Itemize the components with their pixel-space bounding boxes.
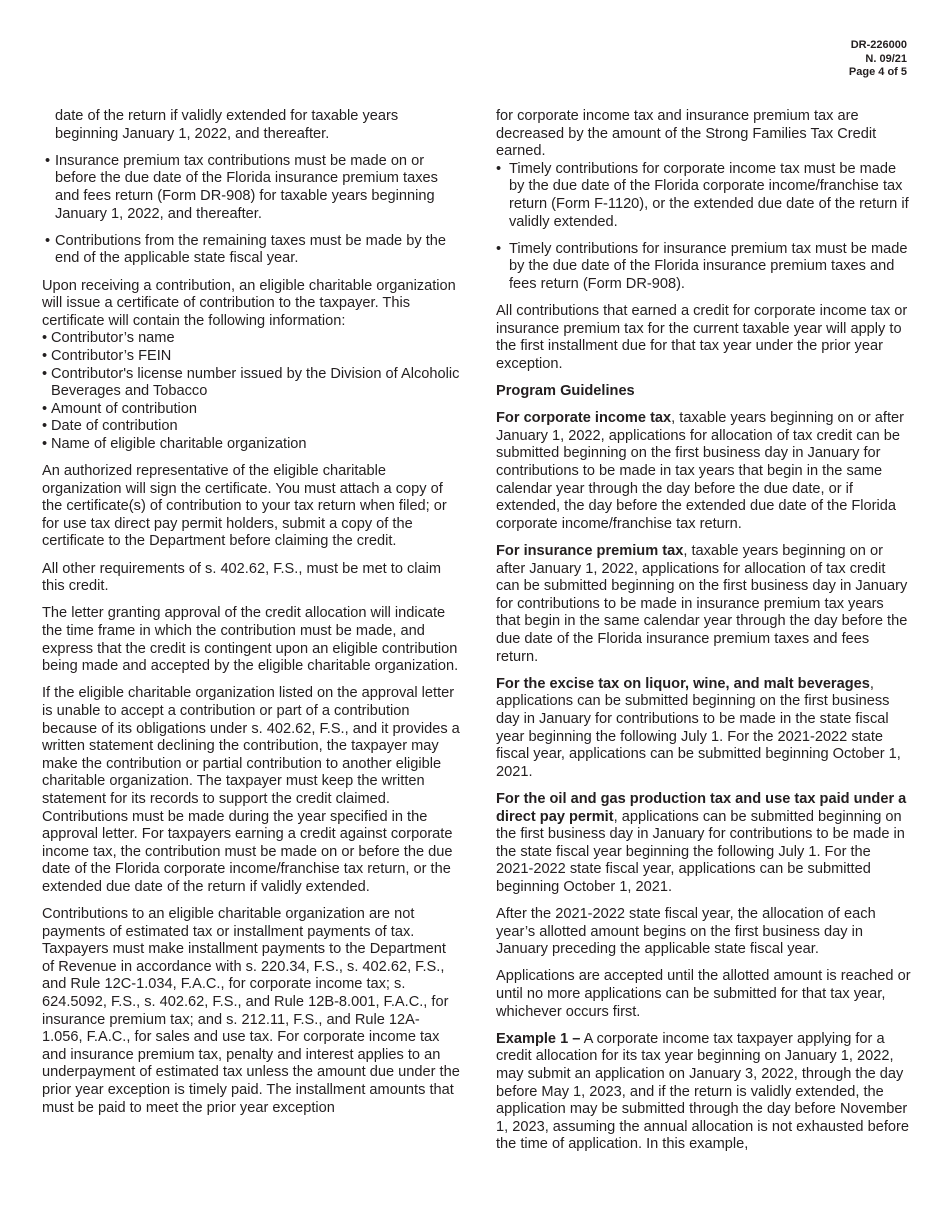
- paragraph-estimated-tax: Contributions to an eligible charitable organization are not payments of estimated tax or installment payments of tax. Taxpayers must make installment payments to the Department of Revenue in accordance with s. 220.34, F.S., s. 402.62, F.S., and Rule 12C-1.034, F.A.C., for corporate income tax; s. 624.5092, F.S., s. 402.62, F.S., and Rule 12B-8.001, F.A.C., for insurance premium tax; and s. 212.11, F.S., and Rule 12A-1.056, F.A.C., for sales and use tax. For corporate income tax and insurance premium tax, penalty and interest applies to an underpayment of estimated tax unless the amount due under the prior year exception is timely paid. The installment amounts that must be paid to meet the prior year exception: [42, 906, 460, 1116]
- paragraph-text: , taxable years beginning on or after January 1, 2022, applications for allocation of tax credit can be submitted beginning on the first business day in January for contributions to be made in insurance premium tax years that begin in the same calendar year through the day before the due date of the Florida insurance premium taxes and fees return.: [496, 543, 908, 665]
- continued-paragraph: for corporate income tax and insurance premium tax are decreased by the amount of the Strong Families Tax Credit earned.: [496, 108, 877, 160]
- paragraph-certificate: Upon receiving a contribution, an eligible charitable organization will issue a certificate of contribution to the taxpayer. This certificate will contain the following information:: [42, 277, 456, 329]
- right-column: [496, 108, 912, 1164]
- continued-bullet-text: date of the return if validly extended for taxable years beginning January 1, 2022, and thereafter.: [55, 108, 399, 142]
- paragraph-text: , applications can be submitted beginning on the first business day in January for contributions to be made in the state fiscal year beginning the following July 1. For the 2021-2022 state fiscal year, applications can be submitted beginning October 1, 2021.: [496, 675, 901, 780]
- list-item: • Amount of contribution: [42, 401, 460, 419]
- paragraph-text: , taxable years beginning on or after January 1, 2022, applications for allocation of tax credit can be submitted beginning on the first business day in January for contributions to be made in tax years that begin in the same calendar year through the day before the due date, or if extended, the day before the extended due date of the Florida corporate income/franchise tax return.: [496, 410, 905, 532]
- bullet-insurance-contributions: • Insurance premium tax contributions must be made on or before the due date of the Florida insurance premium taxes and fees return (Form DR-908) for taxable years beginning January 1, 2022, and thereafter.: [42, 153, 460, 223]
- bold-lead: For insurance premium tax: [496, 543, 684, 560]
- paragraph-insurance-premium-tax: [496, 543, 912, 666]
- page-number: Page 4 of 5: [848, 66, 907, 79]
- form-number: DR-226000: [850, 39, 907, 51]
- paragraph-excise-tax: [496, 676, 912, 782]
- paragraph-signature: An authorized representative of the eligible charitable organization will sign the certificate. You must attach a copy of the certificate(s) of contribution to your tax return when filed; or for use tax direct pay permit holders, submit a copy of the certificate to the Department before claiming the credit.: [42, 463, 447, 550]
- paragraph-example-1: [496, 1031, 912, 1154]
- paragraph-first-installment: All contributions that earned a credit for corporate income tax or insurance premium tax for the current taxable year will apply to the first installment due for that tax year under the prior year exception.: [496, 303, 908, 372]
- paragraph-applications-accepted: Applications are accepted until the allotted amount is reached or until no more applications can be submitted for that tax year, whichever occurs first.: [496, 968, 911, 1020]
- list-item: • Contributor’s name: [42, 330, 460, 348]
- left-column: [42, 108, 460, 1127]
- paragraph-after-fiscal-year: After the 2021-2022 state fiscal year, the allocation of each year’s allotted amount begins on the first business day in January preceding the applicable state fiscal year.: [496, 906, 876, 958]
- bullet-remaining-taxes: • Contributions from the remaining taxes must be made by the end of the applicable state fiscal year.: [42, 233, 460, 268]
- bold-lead: For the oil and gas production tax and use tax paid under a direct pay permit: [496, 790, 907, 825]
- paragraph-corporate-income-tax: [496, 410, 912, 533]
- paragraph-unable-to-accept: If the eligible charitable organization listed on the approval letter is unable to accept a contribution or part of a contribution because of its obligations under s. 402.62, F.S., and it provides a written statement declining the contribution, the taxpayer may make the contribution or partial contribution to another eligible charitable organization. The taxpayer must keep the written statement for its records to support the credit claimed. Contributions must be made during the year specified in the approval letter. For taxpayers earning a credit against corporate income tax, the contribution must be made on or before the due date of the Florida corporate income/franchise tax return, or the extended due date of the return if validly extended.: [42, 685, 460, 895]
- paragraph-approval-letter: The letter granting approval of the credit allocation will indicate the time frame in which the contribution must be made, and express that the credit is contingent upon an eligible contribution being made and accepted by the eligible charitable organization.: [42, 605, 459, 675]
- paragraph-requirements: All other requirements of s. 402.62, F.S., must be met to claim this credit.: [42, 560, 442, 595]
- list-item: • Contributor’s FEIN: [42, 348, 460, 366]
- bold-lead: For corporate income tax: [496, 410, 672, 427]
- bullet-corporate-timely: • Timely contributions for corporate income tax must be made by the due date of the Florida corporate income/franchise tax return (Form F-1120), or the extended due date of the return if validly extended.: [496, 161, 912, 231]
- list-item: • Name of eligible charitable organization: [42, 436, 460, 454]
- section-heading: Program Guidelines: [496, 383, 635, 400]
- form-header: [849, 39, 907, 80]
- paragraph-text: , applications can be submitted beginning on the first business day in January for contributions to be made in the state fiscal year beginning the following July 1. For the 2021-2022 state fiscal year, applications can be submitted beginning October 1, 2021.: [496, 808, 905, 895]
- form-revision: N. 09/21: [865, 52, 907, 65]
- paragraph-oil-gas-tax: [496, 791, 912, 897]
- paragraph-text: A corporate income tax taxpayer applying for a credit allocation for its tax year beginning on January 1, 2022, may submit an application on January 3, 2022, through the day before May 1, 2023, and if the return is validly extended, the application may be submitted through the day before November 1, 2023, assuming the annual allocation is not exhausted before the time of application. In this example,: [496, 1030, 909, 1153]
- bullet-insurance-timely: • Timely contributions for insurance premium tax must be made by the due date of the Florida insurance premium taxes and fees return (Form DR-908).: [496, 241, 912, 294]
- bold-lead: For the excise tax on liquor, wine, and malt beverages: [496, 675, 870, 692]
- list-item: • Date of contribution: [42, 418, 460, 436]
- bold-lead: Example 1 –: [496, 1030, 581, 1047]
- list-item: • Contributor's license number issued by the Division of Alcoholic Beverages and Tobacco: [42, 366, 460, 401]
- certificate-info-list: [42, 330, 460, 453]
